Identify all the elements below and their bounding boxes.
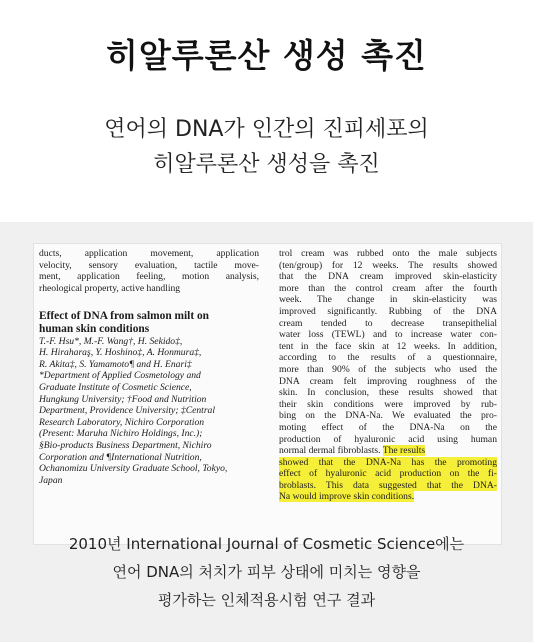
highlighted-line: effect of hyaluronic acid production on the fi- [279, 468, 497, 480]
paper-text-line: rheological property, active handling [39, 282, 181, 294]
author-line: H. Hiraharaş, Y. Hoshino‡, A. Honmura‡, [39, 347, 202, 359]
paper-text-line: DNA cream felt improving roughness of the [279, 375, 497, 387]
paper-text-line: water loss (TEWL) and to increase water con- [279, 329, 497, 341]
author-line: Graduate Institute of Cosmetic Science, [39, 381, 192, 393]
caption-line: 연어 DNA의 처치가 피부 상태에 미치는 영향을 [112, 563, 421, 581]
highlighted-line: broblasts. This data suggested that the DNA- [279, 479, 497, 491]
paper-text-line: velocity, sensory evaluation, tactile move- [39, 259, 259, 271]
paper-text-line: moting effect of the DNA-Na on the [279, 421, 497, 433]
caption-line: 평가하는 인체적용시험 연구 결과 [157, 591, 376, 609]
paper-text-line: skin. In conclusion, these results showed that [279, 387, 497, 399]
caption-line: 2010년 International Journal of Cosmetic Science에는 [68, 535, 465, 553]
paper-heading: Effect of DNA from salmon milt on [39, 310, 209, 323]
paper-text-line: ducts, application movement, application [39, 248, 259, 259]
paper-text-line: according to the results of a questionnaire, [279, 352, 497, 364]
hero-section [0, 0, 533, 222]
author-line: Ochanomizu University Graduate School, Tokyo, [39, 463, 228, 475]
subtitle-line: 연어의 DNA가 인간의 진피세포의 [104, 117, 429, 142]
paper-text-fragment: normal dermal fibroblasts. [279, 445, 383, 457]
author-line: §Bio-products Business Department, Nichiro [39, 439, 212, 451]
author-line: T.-F. Hsu*, M.-F. Wang†, H. Sekido‡, [39, 335, 183, 347]
author-line: *Department of Applied Cosmetology and [39, 370, 201, 382]
paper-text-line: ment, application feeling, motion analysis, [39, 271, 259, 283]
highlighted-text: The results [382, 445, 426, 457]
paper-text-line: more than the control cream after the fourth [279, 282, 497, 294]
subtitle-line: 히알루론산 생성을 촉진 [153, 152, 380, 177]
author-line: Department, Providence University; ‡Central [39, 405, 216, 417]
page-title: 히알루론산 생성 촉진 [106, 36, 427, 75]
paper-text-line: cream tended to decrease transepithelial [279, 317, 497, 329]
highlighted-line: showed that the DNA-Na has the promoting [279, 456, 497, 468]
paper-text-line: week. The change in skin-elasticity was [279, 294, 497, 306]
caption [0, 530, 533, 614]
paper-heading: human skin conditions [39, 322, 150, 335]
author-line: Research Laboratory, Nichiro Corporation [39, 416, 205, 428]
author-line: Hungkung University; †Food and Nutrition [39, 393, 207, 405]
author-line: Japan [39, 474, 63, 486]
author-line: Corporation and ¶International Nutrition, [39, 451, 202, 463]
paper-text-line: their skin conditions were improved by rub- [279, 398, 497, 410]
subtitle [0, 112, 533, 182]
paper-text-line: improved significantly. Rubbing of the DNA [279, 305, 497, 317]
paper-text-line: that the DNA cream improved skin-elasticity [279, 271, 497, 283]
paper-text-line: more than 90% of the subjects who used the [279, 363, 497, 375]
author-line: R. Akita‡, S. Yamamoto¶ and H. Enari‡ [39, 358, 192, 370]
highlighted-text: Na would improve skin conditions. [279, 491, 415, 503]
paper-text-line: bing on the DNA-Na. We evaluated the pro- [279, 410, 497, 422]
paper-text-line: tent in the face skin at 12 weeks. In addition, [279, 340, 497, 352]
paper-text-line: trol cream was rubbed onto the male subjects [279, 248, 497, 259]
author-line: (Present: Maruha Nichiro Holdings, Inc.); [39, 428, 203, 440]
paper-text-line: (ten/group) for 12 weeks. The results showed [279, 259, 497, 271]
paper-text-line: production of hyaluronic acid using human [279, 433, 497, 445]
